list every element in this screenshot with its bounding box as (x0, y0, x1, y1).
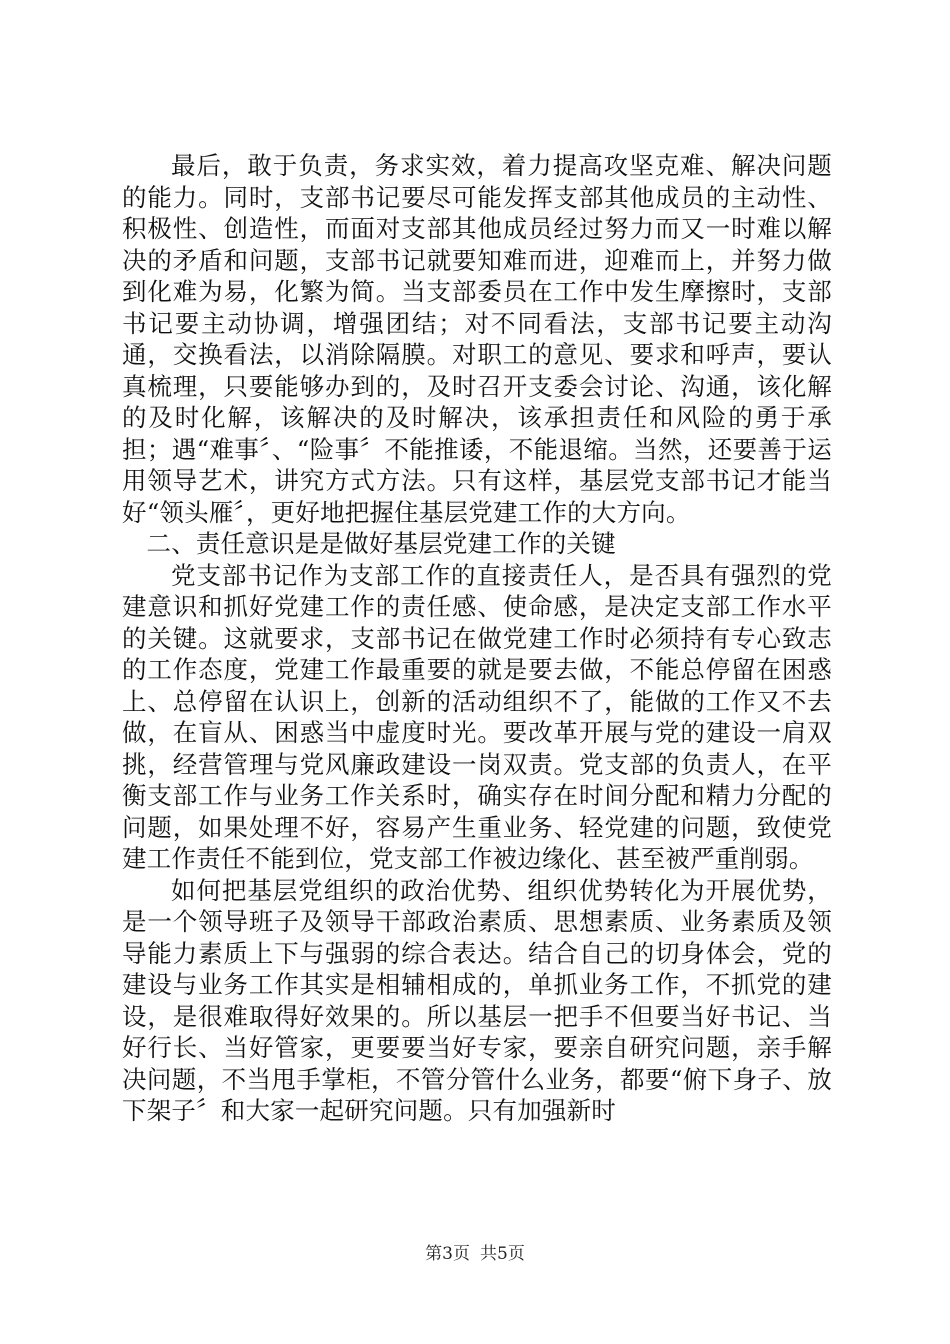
paragraph-closing-responsibility: 最后，敢于负责，务求实效，着力提高攻坚克难、解决问题的能力。同时，支部书记要尽可能发挥支部其他成员的主动性、积极性、创造性，而面对支部其他成员经过努力而又一时难以解决的矛盾和问题，支部书记就要知难而进，迎难而上，并努力做到化难为易，化繁为简。当支部委员在工作中发生摩擦时，支部书记要主动协调，增强团结；对不同看法，支部书记要主动沟通，交换看法，以消除隔膜。对职工的意见、要求和呼声，要认真梳理，只要能够办到的，及时召开支委会讨论、沟通，该化解的及时化解，该解决的及时解决，该承担责任和风险的勇于承担；遇“难事〞、“险事〞不能推诿，不能退缩。当然，还要善于运用领导艺术，讲究方式方法。只有这样，基层党支部书记才能当好“领头雁〞，更好地把握住基层党建工作的大方向。 (122, 151, 832, 527)
section-heading-responsibility: 二、责任意识是是做好基层党建工作的关键 (146, 529, 616, 558)
paragraph-political-advantage: 如何把基层党组织的政治优势、组织优势转化为开展优势，是一个领导班子及领导干部政治素质、思想素质、业务素质及领导能力素质上下与强弱的综合表达。结合自己的切身体会，党的建设与业务工作其实是相辅相成的，单抓业务工作，不抓党的建设，是很难取得好效果的。所以基层一把手不但要当好书记、当好行长、当好管家，更要要当好专家，要亲自研究问题，亲手解决问题，不当甩手掌柜，不管分管什么业务，都要“俯下身子、放下架子〞和大家一起研究问题。只有加强新时 (122, 875, 832, 1125)
page-total: 共5页 (480, 1244, 525, 1264)
document-body (122, 150, 832, 1127)
page-number: 第3页 (425, 1244, 470, 1264)
page-footer (0, 1244, 950, 1264)
paragraph-branch-secretary-duty: 党支部书记作为支部工作的直接责任人，是否具有强烈的党建意识和抓好党建工作的责任感、使命感，是决定支部工作水平的关键。这就要求，支部书记在做党建工作时必须持有专心致志的工作态度，党建工作最重要的就是要去做，不能总停留在困惑上、总停留在认识上，创新的活动组织不了，能做的工作又不去做，在盲从、困惑当中虚度时光。要改革开展与党的建设一肩双挑，经营管理与党风廉政建设一岗双责。党支部的负责人，在平衡支部工作与业务工作关系时，确实存在时间分配和精力分配的问题，如果处理不好，容易产生重业务、轻党建的问题，致使党建工作责任不能到位，党支部工作被边缘化、甚至被严重削弱。 (122, 560, 832, 873)
